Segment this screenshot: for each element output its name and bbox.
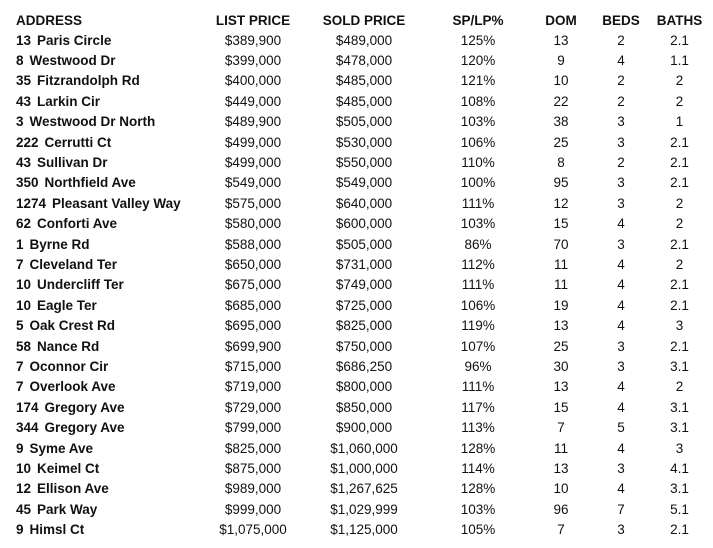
address-street: Gregory Ave (44, 420, 125, 436)
dom-cell: 96 (553, 501, 569, 517)
beds-cell: 3 (617, 358, 625, 374)
address-street: Larkin Cir (37, 93, 101, 109)
list-price-cell: $549,000 (224, 175, 282, 191)
beds-cell: 5 (617, 420, 625, 436)
address-cell (13, 315, 203, 335)
address-cell (13, 234, 203, 254)
header-row (13, 10, 708, 30)
list-price-cell: $675,000 (224, 277, 282, 293)
address-number: 58 (16, 338, 32, 354)
sp-lp-cell: 111% (461, 379, 495, 395)
address-street: Oak Crest Rd (29, 318, 116, 334)
dom-cell: 30 (553, 358, 569, 374)
beds-cell: 2 (617, 73, 625, 89)
address-number: 35 (16, 73, 32, 89)
table-row (13, 234, 708, 254)
address-cell (13, 30, 203, 50)
dom-cell: 19 (553, 297, 569, 313)
list-price-cell: $825,000 (224, 440, 282, 456)
list-price-cell: $719,000 (224, 379, 282, 395)
address-cell (13, 132, 203, 152)
baths-cell: 2 (675, 256, 684, 272)
address-street: Cerrutti Ct (44, 134, 112, 150)
sold-price-cell: $530,000 (335, 134, 393, 150)
sold-price-cell: $600,000 (335, 216, 393, 232)
address-cell (13, 519, 203, 539)
address-cell (13, 356, 203, 376)
sold-price-cell: $549,000 (335, 175, 393, 191)
sp-lp-cell: 128% (460, 440, 496, 456)
list-price-cell: $989,000 (224, 481, 282, 497)
sold-price-cell: $800,000 (335, 379, 393, 395)
sp-lp-cell: 113% (461, 420, 495, 436)
baths-cell: 2.1 (670, 134, 689, 150)
address-cell (13, 336, 203, 356)
dom-cell: 7 (557, 420, 565, 436)
list-price-cell: $729,000 (224, 399, 282, 415)
address-cell (13, 173, 203, 193)
dom-cell: 15 (553, 216, 569, 232)
sp-lp-cell: 120% (460, 53, 496, 69)
list-price-cell: $695,000 (224, 318, 282, 334)
dom-cell: 95 (553, 175, 569, 191)
sold-price-cell: $750,000 (335, 338, 393, 354)
dom-cell: 11 (553, 440, 568, 456)
address-street: Syme Ave (29, 440, 94, 456)
dom-cell: 11 (553, 277, 568, 293)
address-street: Pleasant Valley Way (52, 195, 181, 211)
dom-cell: 13 (553, 32, 569, 48)
address-cell (13, 438, 203, 458)
address-street: Cleveland Ter (29, 256, 118, 272)
address-number: 7 (16, 358, 24, 374)
list-price-cell: $400,000 (224, 73, 282, 89)
address-cell (13, 295, 203, 315)
baths-cell: 2 (675, 93, 684, 109)
list-price-cell: $588,000 (224, 236, 282, 252)
table-row (13, 91, 708, 111)
address-number: 3 (16, 114, 24, 130)
dom-cell: 7 (557, 522, 565, 538)
header-sold-price: SOLD PRICE (322, 12, 406, 28)
sold-price-cell: $550,000 (335, 155, 393, 171)
table-row (13, 254, 708, 274)
sold-price-cell: $1,125,000 (330, 522, 398, 538)
table-row (13, 519, 708, 539)
beds-cell: 3 (617, 338, 625, 354)
header-beds: BEDS (602, 12, 640, 28)
header-dom: DOM (545, 12, 577, 28)
dom-cell: 10 (553, 481, 569, 497)
baths-cell: 2.1 (670, 522, 689, 538)
list-price-cell: $875,000 (224, 460, 282, 476)
sold-price-cell: $900,000 (335, 420, 393, 436)
address-street: Conforti Ave (37, 216, 118, 232)
baths-cell: 2 (675, 73, 684, 89)
sp-lp-cell: 96% (464, 358, 492, 374)
sold-price-cell: $1,267,625 (330, 481, 398, 497)
dom-cell: 70 (553, 236, 569, 252)
address-street: Byrne Rd (29, 236, 90, 252)
address-number: 43 (16, 93, 32, 109)
address-cell (13, 479, 203, 499)
sold-price-cell: $725,000 (335, 297, 393, 313)
baths-cell: 2 (675, 216, 684, 232)
baths-cell: 3 (675, 440, 684, 456)
address-number: 9 (16, 440, 24, 456)
sp-lp-cell: 106% (460, 134, 496, 150)
beds-cell: 4 (617, 481, 625, 497)
baths-cell: 2.1 (670, 297, 689, 313)
address-street: Paris Circle (37, 32, 112, 48)
table-row (13, 50, 708, 70)
beds-cell: 4 (617, 399, 625, 415)
sp-lp-cell: 110% (461, 155, 495, 171)
baths-cell: 3.1 (670, 399, 689, 415)
table-row (13, 356, 708, 376)
sold-price-cell: $478,000 (335, 53, 393, 69)
sp-lp-cell: 106% (460, 297, 496, 313)
dom-cell: 25 (553, 134, 569, 150)
dom-cell: 12 (553, 195, 569, 211)
table-row (13, 173, 708, 193)
table-row (13, 417, 708, 437)
sp-lp-cell: 119% (461, 318, 495, 334)
address-number: 13 (16, 32, 32, 48)
table-row (13, 152, 708, 172)
beds-cell: 4 (617, 216, 625, 232)
sold-price-cell: $485,000 (335, 93, 393, 109)
address-number: 9 (16, 522, 24, 538)
dom-cell: 13 (553, 318, 569, 334)
address-cell (13, 397, 203, 417)
sold-price-cell: $1,000,000 (330, 460, 398, 476)
beds-cell: 3 (617, 114, 625, 130)
sp-lp-cell: 111% (461, 277, 495, 293)
baths-cell: 2.1 (670, 32, 689, 48)
beds-cell: 2 (617, 155, 625, 171)
sold-price-cell: $850,000 (335, 399, 393, 415)
address-number: 7 (16, 256, 24, 272)
address-street: Keimel Ct (37, 460, 100, 476)
baths-cell: 2.1 (670, 155, 689, 171)
beds-cell: 4 (617, 379, 625, 395)
beds-cell: 4 (617, 440, 625, 456)
table-row (13, 479, 708, 499)
list-price-cell: $499,000 (224, 134, 282, 150)
sold-price-cell: $505,000 (335, 236, 393, 252)
baths-cell: 2.1 (670, 236, 689, 252)
address-number: 43 (16, 155, 32, 171)
table-row (13, 132, 708, 152)
dom-cell: 13 (553, 379, 569, 395)
beds-cell: 4 (617, 297, 625, 313)
sold-price-cell: $825,000 (335, 318, 393, 334)
address-street: Undercliff Ter (37, 277, 124, 293)
address-number: 350 (16, 175, 39, 191)
address-cell (13, 152, 203, 172)
sold-price-cell: $640,000 (335, 195, 393, 211)
baths-cell: 1 (675, 114, 684, 130)
table-row (13, 336, 708, 356)
address-number: 62 (16, 216, 32, 232)
address-number: 344 (16, 420, 39, 436)
address-number: 8 (16, 53, 24, 69)
address-street: Westwood Dr North (29, 114, 156, 130)
sold-price-cell: $749,000 (335, 277, 393, 293)
beds-cell: 3 (617, 134, 625, 150)
address-street: Eagle Ter (37, 297, 97, 313)
address-cell (13, 499, 203, 519)
list-price-cell: $489,900 (224, 114, 282, 130)
address-cell (13, 275, 203, 295)
dom-cell: 8 (557, 155, 565, 171)
address-street: Sullivan Dr (37, 155, 108, 171)
header-baths: BATHS (656, 12, 703, 28)
sold-price-cell: $1,060,000 (330, 440, 398, 456)
beds-cell: 3 (617, 522, 625, 538)
address-street: Park Way (37, 501, 98, 517)
sp-lp-cell: 112% (461, 256, 495, 272)
sold-price-cell: $489,000 (335, 32, 393, 48)
sold-price-cell: $505,000 (335, 114, 393, 130)
address-street: Northfield Ave (44, 175, 136, 191)
address-cell (13, 193, 203, 213)
table-row (13, 30, 708, 50)
beds-cell: 3 (617, 175, 625, 191)
table-row (13, 438, 708, 458)
dom-cell: 10 (553, 73, 569, 89)
sold-price-cell: $731,000 (335, 256, 393, 272)
baths-cell: 4.1 (670, 460, 689, 476)
list-price-cell: $389,900 (224, 32, 282, 48)
sp-lp-cell: 105% (460, 522, 496, 538)
baths-cell: 2.1 (670, 277, 689, 293)
baths-cell: 2 (675, 379, 684, 395)
beds-cell: 4 (617, 277, 625, 293)
table-row (13, 71, 708, 91)
list-price-cell: $685,000 (224, 297, 282, 313)
table-row (13, 377, 708, 397)
address-street: Gregory Ave (44, 399, 125, 415)
address-street: Overlook Ave (29, 379, 116, 395)
address-number: 10 (16, 297, 32, 313)
sp-lp-cell: 108% (460, 93, 496, 109)
sp-lp-cell: 103% (460, 501, 496, 517)
list-price-cell: $699,900 (224, 338, 282, 354)
beds-cell: 2 (617, 32, 625, 48)
list-price-cell: $799,000 (224, 420, 282, 436)
address-number: 174 (16, 399, 39, 415)
sp-lp-cell: 121% (460, 73, 496, 89)
address-cell (13, 214, 203, 234)
beds-cell: 4 (617, 53, 625, 69)
table-row (13, 193, 708, 213)
sp-lp-cell: 128% (460, 481, 496, 497)
address-cell (13, 112, 203, 132)
sp-lp-cell: 111% (461, 195, 495, 211)
list-price-cell: $575,000 (224, 195, 282, 211)
table-row (13, 315, 708, 335)
sp-lp-cell: 114% (461, 460, 495, 476)
baths-cell: 2 (675, 195, 684, 211)
address-number: 5 (16, 318, 24, 334)
header-address: ADDRESS (16, 12, 83, 28)
list-price-cell: $449,000 (224, 93, 282, 109)
list-price-cell: $499,000 (224, 155, 282, 171)
table-row (13, 458, 708, 478)
table-row (13, 112, 708, 132)
list-price-cell: $1,075,000 (219, 522, 287, 538)
dom-cell: 25 (553, 338, 569, 354)
dom-cell: 15 (553, 399, 569, 415)
address-street: Westwood Dr (29, 53, 116, 69)
list-price-cell: $999,000 (224, 501, 282, 517)
beds-cell: 3 (617, 195, 625, 211)
address-number: 12 (16, 481, 32, 497)
baths-cell: 2.1 (670, 338, 689, 354)
dom-cell: 38 (553, 114, 569, 130)
baths-cell: 3 (675, 318, 684, 334)
address-number: 10 (16, 277, 32, 293)
sp-lp-cell: 103% (460, 114, 496, 130)
dom-cell: 22 (553, 93, 569, 109)
list-price-cell: $650,000 (224, 256, 282, 272)
header-sp-lp: SP/LP% (452, 12, 504, 28)
sold-price-cell: $686,250 (335, 358, 393, 374)
address-number: 7 (16, 379, 24, 395)
table-row (13, 295, 708, 315)
beds-cell: 3 (617, 460, 625, 476)
address-street: Fitzrandolph Rd (37, 73, 140, 89)
dom-cell: 13 (553, 460, 569, 476)
list-price-cell: $399,000 (224, 53, 282, 69)
beds-cell: 4 (617, 256, 625, 272)
address-street: Ellison Ave (37, 481, 109, 497)
sales-table (13, 10, 708, 540)
dom-cell: 11 (553, 256, 568, 272)
address-cell (13, 71, 203, 91)
address-number: 1 (16, 236, 24, 252)
sp-lp-cell: 117% (461, 399, 495, 415)
address-number: 45 (16, 501, 32, 517)
baths-cell: 3.1 (670, 481, 689, 497)
table-row (13, 499, 708, 519)
address-number: 10 (16, 460, 32, 476)
table-row (13, 214, 708, 234)
list-price-cell: $715,000 (224, 358, 282, 374)
table-row (13, 275, 708, 295)
baths-cell: 3.1 (670, 420, 689, 436)
table-row (13, 397, 708, 417)
address-cell (13, 50, 203, 70)
beds-cell: 3 (617, 236, 625, 252)
sold-price-cell: $1,029,999 (330, 501, 398, 517)
address-street: Oconnor Cir (29, 358, 109, 374)
sold-price-cell: $485,000 (335, 73, 393, 89)
beds-cell: 4 (617, 318, 625, 334)
beds-cell: 2 (617, 93, 625, 109)
address-cell (13, 417, 203, 437)
sp-lp-cell: 100% (460, 175, 496, 191)
address-number: 1274 (16, 195, 47, 211)
sp-lp-cell: 86% (464, 236, 492, 252)
address-cell (13, 91, 203, 111)
baths-cell: 2.1 (670, 175, 689, 191)
dom-cell: 9 (557, 53, 565, 69)
address-street: Nance Rd (37, 338, 100, 354)
address-number: 222 (16, 134, 39, 150)
sp-lp-cell: 125% (460, 32, 496, 48)
baths-cell: 5.1 (670, 501, 689, 517)
sp-lp-cell: 103% (460, 216, 496, 232)
sp-lp-cell: 107% (460, 338, 496, 354)
address-street: Himsl Ct (29, 522, 85, 538)
beds-cell: 7 (617, 501, 625, 517)
address-cell (13, 458, 203, 478)
header-list-price: LIST PRICE (215, 12, 291, 28)
baths-cell: 1.1 (670, 53, 689, 69)
address-cell (13, 254, 203, 274)
list-price-cell: $580,000 (224, 216, 282, 232)
baths-cell: 3.1 (670, 358, 689, 374)
address-cell (13, 377, 203, 397)
